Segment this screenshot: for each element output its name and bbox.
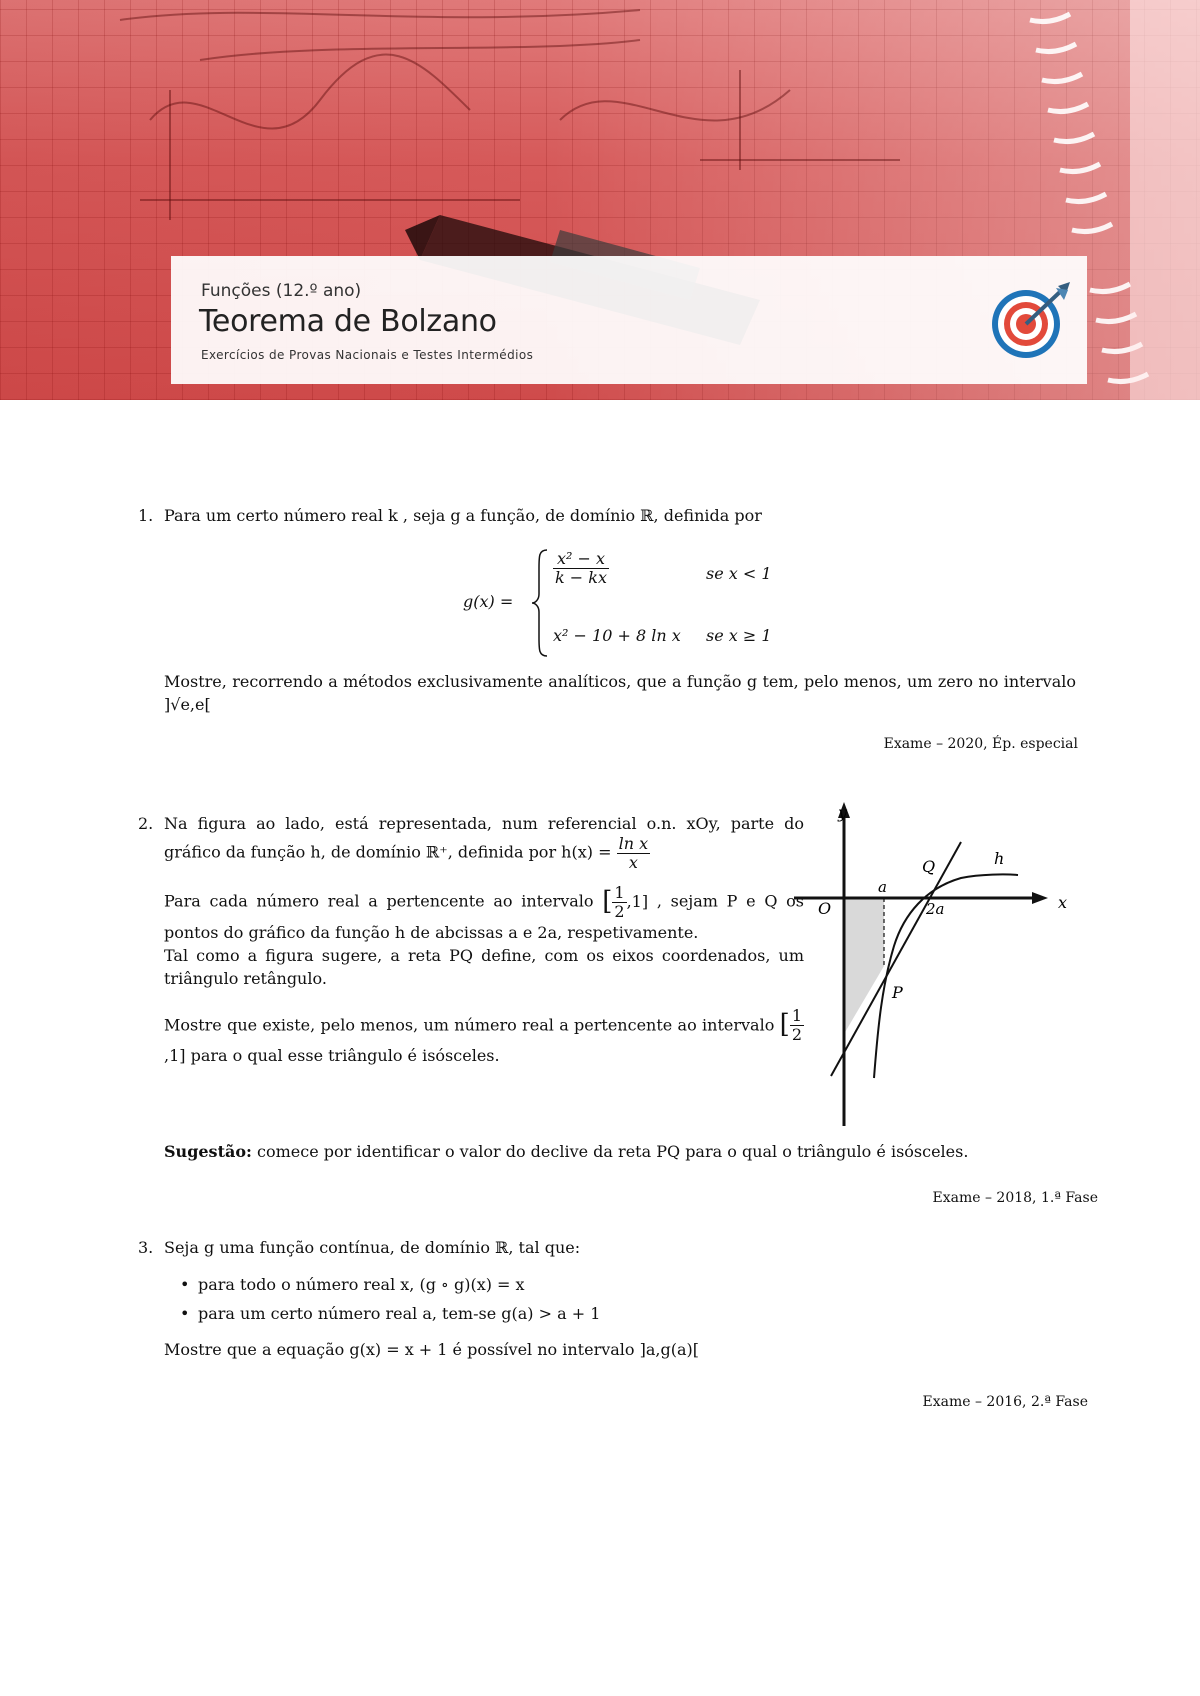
curve-h-label: h [994, 849, 1005, 868]
exercise-task: Mostre que a equação g(x) = x + 1 é possível no intervalo ]a,g(a)[ [164, 1339, 700, 1359]
shaded-triangle [844, 898, 884, 1034]
exercise-number: 2. [138, 814, 154, 833]
hint-text: comece por identificar o valor do declive da reta PQ para o qual o triângulo é isósceles. [251, 1142, 969, 1161]
point-p-label: P [892, 983, 903, 1002]
exercise-2 [138, 803, 1098, 1212]
page-title: Teorema de Bolzano [199, 304, 497, 339]
exam-source: Exame – 2020, Ép. especial [883, 736, 1078, 752]
course-label: Funções (12.º ano) [201, 281, 362, 301]
exercise-number: 1. [138, 506, 154, 525]
exercise-paragraph-2b: , sejam P e Q os pontos do gráfico da função h de abcissas a e 2a, respetivamente. [164, 891, 805, 943]
condition-list [176, 1273, 1064, 1325]
exercise-intro: Para um certo número real k , seja g a função, de domínio ℝ, definida por [164, 506, 762, 525]
interval-1: [ $\frac{1}{2}$ ,1] [602, 883, 649, 921]
interval-2: [ $\frac{1}{2}$ ,1] [164, 1006, 802, 1066]
label-a: a [878, 878, 887, 896]
case2-condition: se x ≥ 1 [706, 626, 772, 645]
exercise-task: Mostre, recorrendo a métodos exclusivamente analíticos, que a função g tem, pelo menos, um zero no intervalo ]√e,e[ [164, 672, 1076, 715]
list-item: • para todo o número real x, (g ∘ g)(x) = x [176, 1273, 1064, 1296]
exercise-text [164, 812, 804, 1068]
exercise-paragraph-1: Na figura ao lado, está representada, num referencial o.n. xOy, parte do gráfico da função h, de domínio ℝ⁺, definida por h(x) = [164, 814, 804, 862]
x-axis-label: x [1058, 893, 1068, 912]
piecewise-definition [463, 548, 943, 658]
exercise-paragraph-4b: para o qual esse triângulo é isósceles. [190, 1046, 500, 1066]
header-banner [0, 0, 1200, 400]
title-card [171, 256, 1087, 384]
left-brace-icon [531, 548, 549, 658]
point-q-label: Q [922, 857, 936, 876]
function-lhs: g(x) = [463, 592, 514, 611]
x-axis-arrow-icon [1032, 892, 1048, 904]
exercise-paragraph-2a: Para cada número real a pertencente ao intervalo [164, 891, 594, 911]
exercise-number: 3. [138, 1238, 154, 1257]
exercise-paragraph-3: Tal como a figura sugere, a reta PQ define, com os eixos coordenados, um triângulo retângulo. [164, 946, 804, 989]
target-logo-icon [988, 278, 1074, 364]
origin-label: O [818, 899, 832, 918]
hx-fraction: $\frac{\text{ln x}}{x}$ [618, 834, 649, 872]
exam-source: Exame – 2016, 2.ª Fase [922, 1394, 1088, 1410]
exercise-1 [138, 504, 1078, 754]
y-axis-label: y [838, 803, 848, 822]
label-2a: 2a [926, 900, 945, 918]
case1-fraction: $\frac{\text{x² − x}}{k - kx}$ [555, 549, 607, 587]
exercise-intro: Seja g uma função contínua, de domínio ℝ, tal que: [164, 1238, 581, 1257]
case2-expression: x² − 10 + 8 ln x [553, 626, 681, 645]
hint-label: Sugestão: [164, 1142, 252, 1161]
graph-h-curve [874, 874, 1018, 1078]
hint [164, 1140, 1084, 1163]
exercise-3 [138, 1236, 1088, 1416]
exam-source: Exame – 2018, 1.ª Fase [932, 1190, 1098, 1206]
case1-condition: se x < 1 [706, 564, 772, 583]
function-graph-figure [786, 796, 1098, 1130]
page-subtitle: Exercícios de Provas Nacionais e Testes Intermédios [201, 348, 534, 362]
exercise-paragraph-4a: Mostre que existe, pelo menos, um número real a pertencente ao intervalo [164, 1014, 775, 1034]
list-item: • para um certo número real a, tem-se g(a) > a + 1 [176, 1302, 1064, 1325]
